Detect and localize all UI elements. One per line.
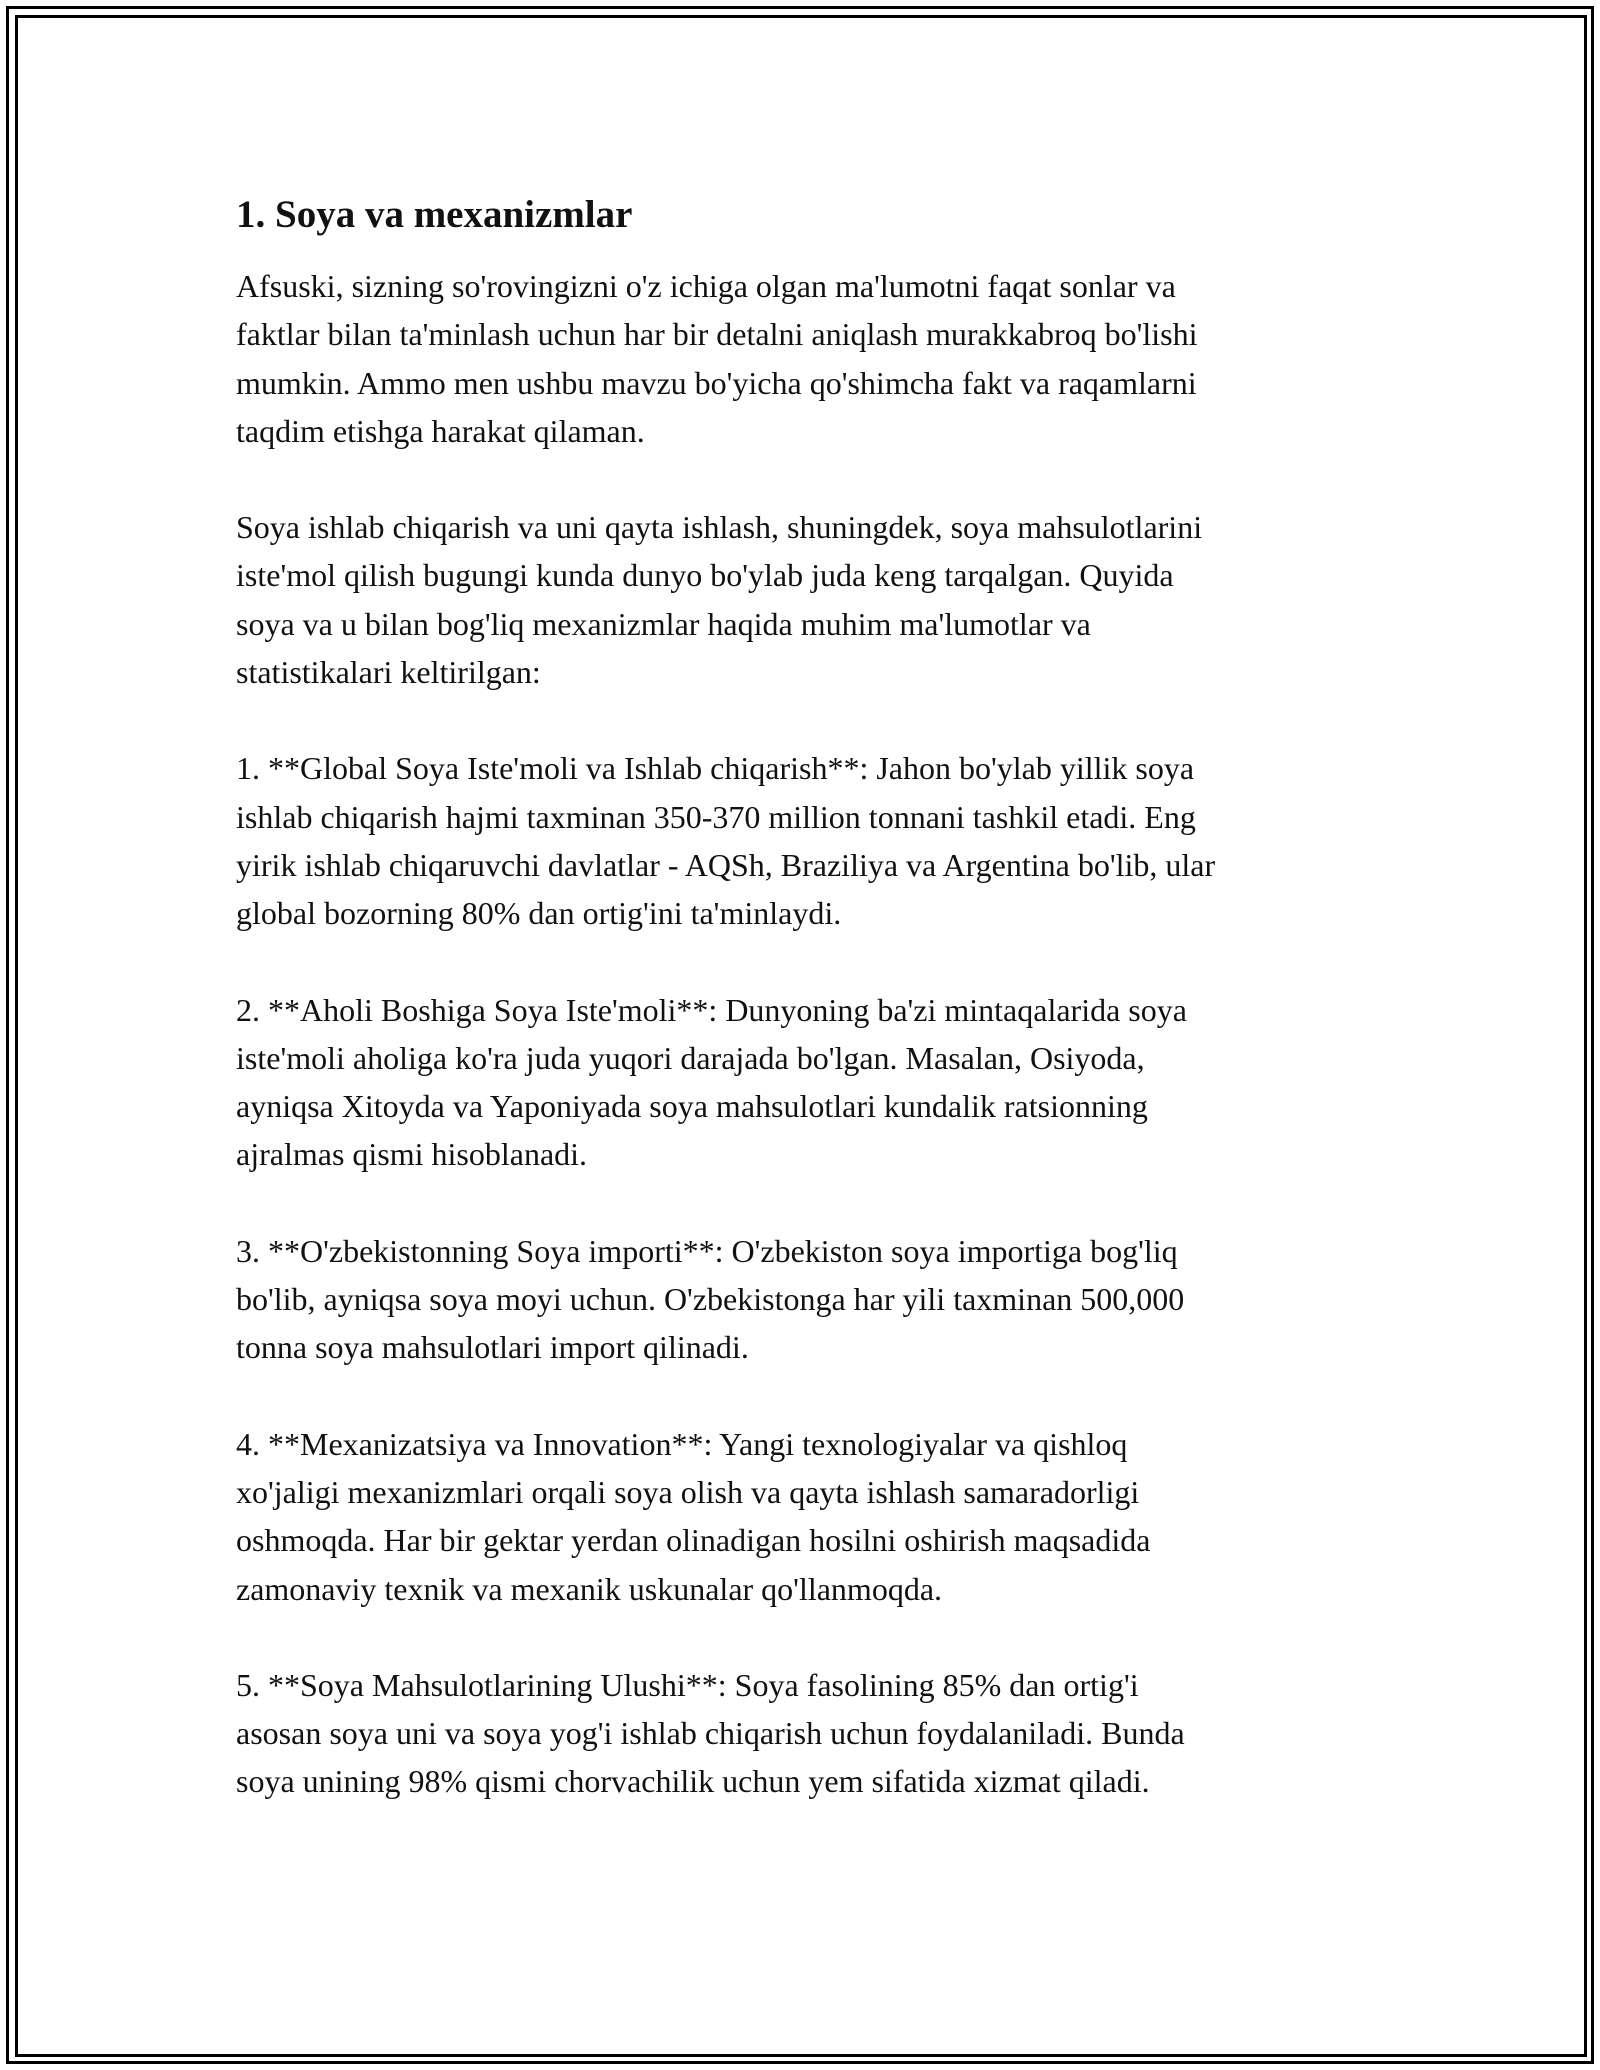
list-item-product-share: 5. **Soya Mahsulotlarining Ulushi**: Soya fasolining 85% dan ortig'i asosan soya uni va soya yog'i ishlab chiqarish uchun foydalaniladi. Bunda soya unining 98% qismi chorvachilik uchun yem sifatida xizmat qiladi.: [236, 1666, 1185, 1800]
list-item-mechanization: 4. **Mexanizatsiya va Innovation**: Yangi texnologiyalar va qishloq xo'jaligi mexanizmlari orqali soya olish va qayta ishlash samaradorligi oshmoqda. Har bir gektar yerdan olinadigan hosilni oshirish maqsadida zamonaviy texnik va mexanik uskunalar qo'llanmoqda.: [236, 1425, 1151, 1607]
list-item-global-consumption: 1. **Global Soya Iste'moli va Ishlab chiqarish**: Jahon bo'ylab yillik soya ishlab chiqarish hajmi taxminan 350-370 million tonnani tashkil etadi. Eng yirik ishlab chiqaruvchi davlatlar - AQSh, Braziliya va Argentina bo'lib, ular global bozorning 80% dan ortig'ini ta'minlaydi.: [236, 750, 1216, 932]
document-body: [236, 188, 1376, 1806]
paragraph-overview: Soya ishlab chiqarish va uni qayta ishlash, shuningdek, soya mahsulotlarini iste'mol qilish bugungi kunda dunyo bo'ylab juda keng tarqalgan. Quyida soya va u bilan bog'liq mexanizmlar haqida muhim ma'lumotlar va statistikalari keltirilgan:: [236, 509, 1203, 691]
paragraph-intro: Afsuski, sizning so'rovingizni o'z ichiga olgan ma'lumotni faqat sonlar va faktlar bilan ta'minlash uchun har bir detalni aniqlash murakkabroq bo'lishi mumkin. Ammo men ushbu mavzu bo'yicha qo'shimcha fakt va raqamlarni taqdim etishga harakat qilaman.: [236, 268, 1198, 449]
list-item-uzbekistan-import: 3. **O'zbekistonning Soya importi**: O'zbekiston soya importiga bog'liq bo'lib, ayniqsa soya moyi uchun. O'zbekistonga har yili taxminan 500,000 tonna soya mahsulotlari import qilinadi.: [236, 1232, 1185, 1366]
document-title: 1. Soya va mexanizmlar: [236, 193, 633, 236]
list-item-per-capita-consumption: 2. **Aholi Boshiga Soya Iste'moli**: Dunyoning ba'zi mintaqalarida soya iste'moli aholiga ko'ra juda yuqori darajada bo'lgan. Masalan, Osiyoda, ayniqsa Xitoyda va Yaponiyada soya mahsulotlari kundalik ratsionning ajralmas qismi hisoblanadi.: [236, 991, 1187, 1173]
